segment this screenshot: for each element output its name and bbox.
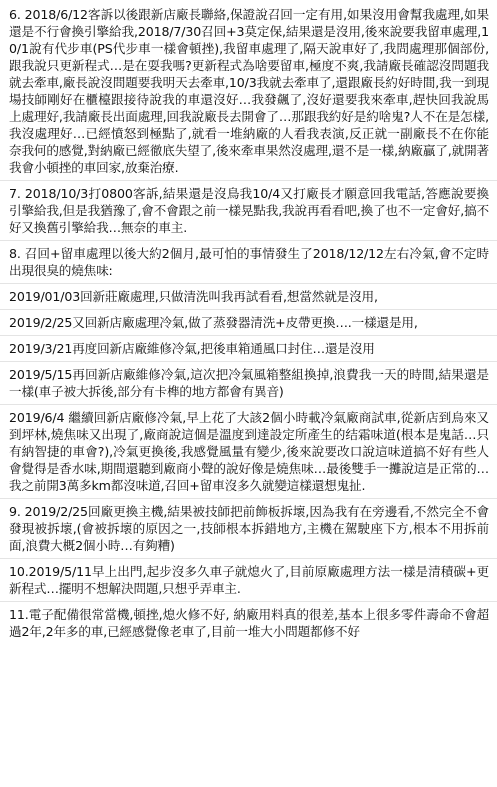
paragraph: 7. 2018/10/3打0800客訴,結果還是沒鳥我10/4又打廠長才願意回我電話,答應說要換引擎給我,但是我猶豫了,會不會跟之前一樣晃點我,我說再看看吧,換了也不一定會好,搞不好又換舊引擎給我…無奈的車主.: [9, 186, 489, 235]
paragraph-divider: [0, 309, 497, 310]
paragraph-divider: [0, 283, 497, 284]
paragraph: 6. 2018/6/12客訴以後跟新店廠長聯絡,保證說召回一定有用,如果沒用會幫我處理,如果還是不行會換引擎給我,2018/7/30召回+3莫定保,結果還是沒用,後來說要我留車處理,10/1說有代步車(PS代步車一樣會頓挫),我留車處理了,隔天說車好了,我問處理那個部份,跟我說只更新程式…是在耍我嗎?更新程式為啥要留車,極度不爽,我請廠長確認沒問題我就去牽車,廠長說沒問題要我明天去牽車,10/3我就去牽車了,還跟廠長約好時間,我一到現場技師剛好在櫃檯跟接待說我的車還沒好…我發飆了,沒好還要我來牽車,趕快回我說馬上處理好,我請廠長出面處理,回我說廠長去開會了…那跟我約好是約啥鬼?人不在是怎樣,我沒處理好…已經憤怒到極點了,就看一堆納廠的人看我表演,反正就一副廠長不在你能奈我何的感覺,對納廠已經徹底失望了,後來牽車果然沒處理,還不是一樣,納廠贏了,就開著我會小頓挫的車回家,放棄治療.: [9, 7, 489, 175]
paragraph: 2019/6/4 繼續回新店廠修冷氣,早上花了大該2個小時載冷氣廠商試車,從新店到烏來又到坪林,燒焦味又出現了,廠商說這個是溫度到達設定所產生的结霜味道(根本是鬼話…只有納智捷的車會?),冷氣更換後,我感覺風量有變少,後來說要改口說這味道搞不好有些人會覺得是香水味,期間還聽到廠商小聲的說好像是燒焦味…最後雙手一攤說這是正常的…我之前開3萬多km都沒味道,召回+留車沒多久就變這樣還想鬼扯.: [9, 410, 489, 493]
paragraph-divider: [0, 180, 497, 181]
paragraph: 2019/5/15再回新店廠維修冷氣,這次把冷氣風箱整組換掉,浪費我一天的時間,結果還是一樣(車子被大拆後,部分有卡榫的地方都會有異音): [9, 367, 489, 399]
paragraph: 8. 召回+留車處理以後大約2個月,最可怕的事情發生了2018/12/12左右冷氣,會不定時出現很臭的燒焦味:: [9, 246, 489, 278]
paragraph-divider: [0, 601, 497, 602]
paragraph: 2019/3/21再度回新店廠維修冷氣,把後車箱通風口封住…還是沒用: [9, 341, 375, 356]
paragraph-divider: [0, 240, 497, 241]
paragraph-divider: [0, 361, 497, 362]
paragraph: 9. 2019/2/25回廠更換主機,結果被技師把前飾板拆壞,因為我有在旁邊看,不然完全不會發現被拆壞,(會被拆壞的原因之一,技師根本拆錯地方,主機在駕駛座下方,根本不用拆前面,浪費大概2個小時…有夠糟): [9, 504, 489, 553]
paragraph-divider: [0, 498, 497, 499]
paragraph-divider: [0, 558, 497, 559]
paragraph-divider: [0, 404, 497, 405]
paragraph-divider: [0, 335, 497, 336]
paragraph: 2019/2/25又回新店廠處理冷氣,做了蒸發器清洗+皮帶更換….一樣還是用,: [9, 315, 418, 330]
paragraph: 10.2019/5/11早上出門,起步沒多久車子就熄火了,目前原廠處理方法一樣是清積碳+更新程式…擺明不想解決問題,只想乎弄車主.: [9, 564, 489, 596]
paragraph: 11.電子配備很常當機,頓挫,熄火修不好, 納廠用料真的很差,基本上很多零件壽命不會超過2年,2年多的車,已經感覺像老車了,目前一堆大小問題都修不好: [9, 607, 489, 639]
paragraph: 2019/01/03回新莊廠處理,只做清洗叫我再試看看,想當然就是沒用,: [9, 289, 378, 304]
